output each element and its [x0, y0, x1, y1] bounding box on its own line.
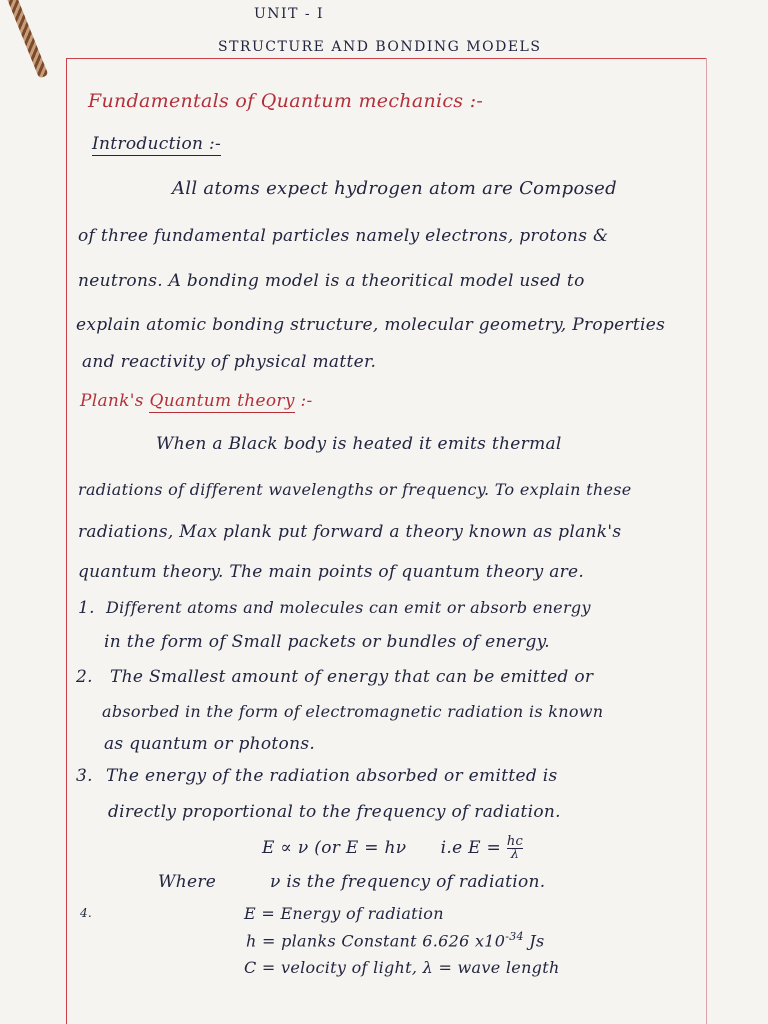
where-h-unit: Js	[529, 931, 545, 951]
where-marker: 4.	[80, 906, 93, 920]
page-title: STRUCTURE AND BONDING MODELS	[218, 39, 542, 55]
section-heading: Fundamentals of Quantum mechanics :-	[88, 90, 484, 112]
left-margin-line	[66, 58, 67, 1024]
plank-line-4: quantum theory. The main points of quantum theory are.	[78, 562, 585, 582]
intro-label: Introduction :-	[92, 134, 222, 154]
binding-thread	[6, 0, 49, 79]
point-3-line-1: The energy of the radiation absorbed or emitted is	[106, 766, 558, 786]
point-3-num: 3.	[76, 766, 93, 786]
point-1-num: 1.	[78, 598, 95, 618]
intro-line-4: explain atomic bonding structure, molecular geometry, Properties	[76, 315, 666, 335]
unit-label: UNIT - I	[254, 6, 325, 22]
plank-label-a: Plank's	[80, 391, 144, 411]
where-h-text: h = planks Constant 6.626 x10	[246, 931, 506, 951]
point-2-line-1: The Smallest amount of energy that can be emitted or	[110, 667, 594, 687]
intro-line-1: All atoms expect hydrogen atom are Composed	[172, 178, 617, 199]
where-label: Where	[158, 872, 217, 892]
point-3-line-2: directly proportional to the frequency of radiation.	[108, 802, 561, 822]
top-margin-line	[66, 58, 706, 59]
plank-line-3: radiations, Max plank put forward a theory known as plank's	[78, 522, 622, 542]
where-nu: ν is the frequency of radiation.	[270, 872, 546, 892]
plank-line-1: When a Black body is heated it emits thermal	[156, 434, 562, 454]
formula-fraction	[507, 836, 523, 861]
plank-label-c: :-	[300, 391, 313, 411]
point-1-line-2: in the form of Small packets or bundles of energy.	[104, 632, 550, 652]
where-c: C = velocity of light, λ = wave length	[244, 958, 560, 977]
plank-heading	[80, 391, 313, 411]
point-2-num: 2.	[76, 667, 93, 687]
intro-line-5: and reactivity of physical matter.	[82, 352, 377, 372]
point-1-line-1: Different atoms and molecules can emit or absorb energy	[106, 598, 591, 617]
point-2-line-2: absorbed in the form of electromagnetic radiation is known	[102, 702, 604, 721]
formula-line	[262, 836, 523, 861]
intro-line-3: neutrons. A bonding model is a theoritical model used to	[78, 271, 585, 291]
point-2-line-3: as quantum or photons.	[104, 734, 316, 754]
formula-relation: E ∝ ν (or E = hν	[262, 838, 407, 858]
right-margin-line	[706, 58, 707, 1024]
where-h-exponent: -34	[505, 930, 524, 943]
where-h	[246, 930, 544, 950]
intro-line-2: of three fundamental particles namely electrons, protons &	[78, 226, 609, 246]
where-e: E = Energy of radiation	[244, 904, 444, 923]
formula-numerator: hc	[506, 834, 524, 849]
plank-label-b: Quantum theory	[149, 391, 295, 411]
formula-ie: i.e E =	[440, 838, 502, 858]
intro-label-wrap	[92, 134, 221, 154]
plank-line-2: radiations of different wavelengths or frequency. To explain these	[78, 480, 632, 499]
formula-denominator: λ	[510, 847, 520, 862]
